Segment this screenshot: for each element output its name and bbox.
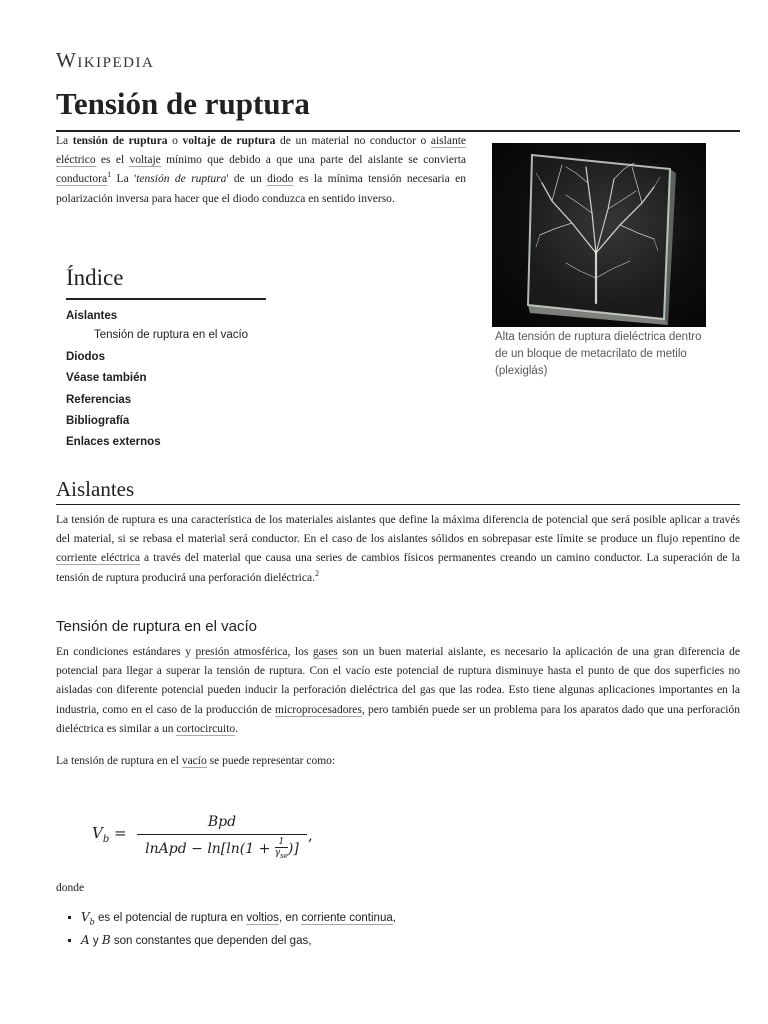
formula-denominator: lnApd − ln[ln(1 + 1 $\gamma_{se}$ )] (145, 837, 299, 860)
formula-lhs: $V_b$ = (92, 824, 127, 845)
toc-title: Índice (66, 262, 266, 300)
link-vacio[interactable]: vacío (181, 755, 207, 767)
toc-item-aislantes[interactable]: Aislantes (66, 310, 118, 322)
figure-caption: Alta tensión de ruptura dieléctrica dentro de un bloque de metacrilato de metilo (plexiglás) (495, 331, 702, 377)
variables-list (66, 908, 396, 951)
link-conductora[interactable]: conductora (56, 173, 108, 186)
page-title: Tensión de ruptura (56, 84, 740, 132)
link-gases[interactable]: gases (312, 646, 338, 658)
toc-item-bibliografia[interactable]: Bibliografía (66, 414, 130, 427)
term-voltaje-de-ruptura: voltaje de ruptura (182, 135, 276, 147)
term-tension-de-ruptura: tensión de ruptura (72, 135, 168, 147)
wikipedia-wordmark[interactable]: Wikipedia (56, 48, 155, 72)
formula-intro: La tensión de ruptura en el vacío se puede representar como: (56, 755, 336, 767)
vacio-paragraph: En condiciones estándares y presión atmosférica, los gases son un buen material aislante, es necesario la aplicación de una gran diferencia de potencial para llegar a superar la tensión de ruptura. Con el vacío este potencial de ruptura disminuye hasta el punto de que dos superficies no aisladas con diferente potencial pueden inducir la perforación dieléctrica del gas que las rodea. Esto tiene algunas aplicaciones importantes en la industria, como en el caso de la producción de microprocesadores, pero también puede ser un problema para los aparatos dado que una perforación dieléctrica es similar a un cortocircuito. (56, 646, 741, 735)
heading-tension-vacio: Tensión de ruptura en el vacío (56, 618, 257, 635)
table-of-contents (66, 262, 266, 453)
formula-fraction (137, 812, 307, 861)
link-corriente-continua[interactable]: corriente continua (301, 912, 393, 924)
lichtenberg-image[interactable] (492, 143, 706, 327)
toc-item-enlaces-externos[interactable]: Enlaces externos (66, 436, 161, 449)
list-item: ▪ $V_b$ es el potencial de ruptura en voltios, en corriente continua, (81, 908, 396, 931)
intro-paragraph: La tensión de ruptura o voltaje de ruptura de un material no conductor o aislante eléctrico es el voltaje mínimo que debido a que una parte del aislante se convierta conductora$^1$ La 'tensión de ruptura' de un diodo es la mínima tensión necesaria en polarización inversa para hacer que el diodo conduzca en sentido inverso. (56, 135, 466, 205)
reference-2[interactable]: 2 (314, 568, 319, 578)
link-corriente-electrica[interactable]: corriente eléctrica (56, 552, 140, 565)
fraction-bar (137, 834, 307, 835)
formula-inner-fraction: 1 $\gamma_{se}$ (274, 837, 288, 860)
toc-list (66, 306, 266, 453)
toc-item-vease-tambien[interactable]: Véase también (66, 372, 147, 385)
heading-aislantes: Aislantes (56, 474, 740, 505)
link-diodo[interactable]: diodo (267, 173, 294, 186)
link-aislante-electrico[interactable]: aislante eléctrico (56, 135, 466, 167)
reference-1[interactable]: 1 (107, 170, 112, 180)
link-voltaje[interactable]: voltaje (129, 154, 161, 167)
link-microprocesadores[interactable]: microprocesadores (275, 703, 362, 716)
toc-item-diodos[interactable]: Diodos (66, 351, 105, 364)
lichtenberg-figure (492, 143, 707, 380)
link-presion-atmosferica[interactable]: presión atmosférica (195, 646, 288, 658)
toc-item-referencias[interactable]: Referencias (66, 393, 132, 406)
list-item: ▪ A y B son constantes que dependen del gas, (81, 931, 396, 951)
link-cortocircuito[interactable]: cortocircuito (176, 722, 236, 735)
donde-label: donde (56, 882, 85, 894)
link-voltios[interactable]: voltios (246, 912, 279, 924)
formula-numerator: Bpd (207, 814, 237, 830)
toc-item-tension-vacio[interactable]: Tensión de ruptura en el vacío (94, 329, 249, 342)
aislantes-paragraph: La tensión de ruptura es una característica de los materiales aislantes que define la máxima diferencia de potencial que será posible aplicar a través del material, si se rebasa el material será conductor. En el caso de los aislantes sólidos en sobrepasar este límite se produce un flujo repentino de corriente eléctrica a través del material que causa una series de cambios físicos permanentes creando un camino conductor. La superación de la tensión de ruptura producirá una perforación dieléctrica.$^2$ (56, 514, 740, 584)
plexiglass-tree-illustration (492, 143, 706, 327)
